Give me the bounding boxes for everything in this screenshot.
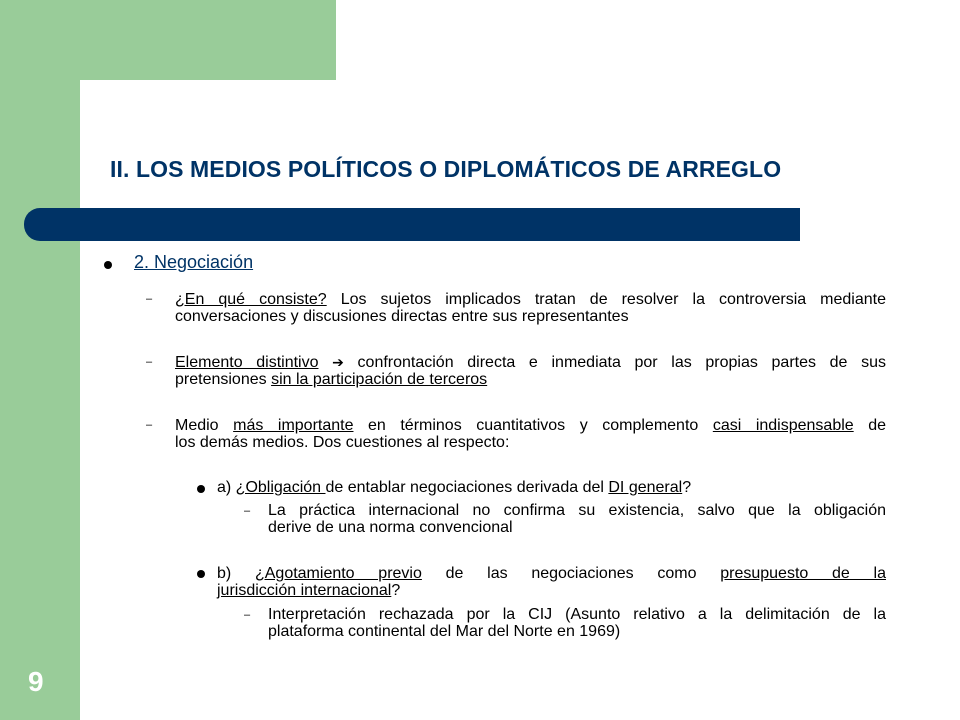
element-link: Elemento distintivo	[175, 354, 319, 371]
bullet-dot	[197, 570, 205, 578]
indispensable-link: casi indispensable	[712, 417, 854, 434]
presupposition-link: presupuesto de la	[720, 565, 887, 582]
item-element-line2: pretensiones sin la participación de terceros	[175, 371, 488, 388]
di-general-link: DI general	[608, 479, 683, 496]
obligation-link: ¿Obligación	[235, 479, 326, 496]
slide-title: II. LOS MEDIOS POLÍTICOS O DIPLOMÁTICOS DE ARREGLO	[110, 156, 782, 182]
arrow-icon: ➔	[332, 355, 344, 371]
definition-link: ¿En qué consiste?	[175, 291, 327, 308]
item-definition-line2: conversaciones y discusiones directas entre sus representantes	[175, 308, 629, 325]
jurisdiction-link: jurisdicción internacional	[217, 582, 392, 599]
most-important-link: más importante	[233, 417, 354, 434]
item-medium-line2: los demás medios. Dos cuestiones al respecto:	[175, 434, 510, 451]
dash-marker: –	[146, 419, 153, 431]
bullet-dot	[197, 485, 205, 493]
title-bar	[24, 208, 800, 241]
exhaustion-link: ¿Agotamiento previo	[254, 565, 422, 582]
subitem-b-line1: b) ¿Agotamiento previo de las negociaciones como presupuesto de la	[217, 565, 887, 582]
bullet-dot	[104, 261, 112, 269]
subitem-b-detail-line2: plataforma continental del Mar del Norte en 1969)	[268, 623, 621, 640]
subitem-a-line1: a) ¿Obligación de entablar negociaciones derivada del DI general?	[217, 479, 692, 496]
third-parties-link: sin la participación de terceros	[271, 371, 488, 388]
item-element-line1: Elemento distintivo ➔ confrontación directa e inmediata por las propias partes de sus	[175, 354, 886, 371]
subitem-b-line2: jurisdicción internacional?	[217, 582, 401, 599]
dash-marker: –	[146, 293, 153, 305]
subitem-a-detail-line2: derive de una norma convencional	[268, 519, 513, 536]
item-definition-line1: ¿En qué consiste? Los sujetos implicados tratan de resolver la controversia mediante	[175, 291, 887, 308]
subitem-a-detail-line1: La práctica internacional no confirma su existencia, salvo que la obligación	[268, 502, 886, 519]
subitem-b-detail-line1: Interpretación rechazada por la CIJ (Asunto relativo a la delimitación de la	[268, 606, 886, 623]
slide-number: 9	[28, 666, 44, 697]
section-heading: 2. Negociación	[134, 252, 254, 272]
item-medium-line1: Medio más importante en términos cuantitativos y complemento casi indispensable de	[175, 417, 887, 434]
dash-marker: –	[146, 356, 153, 368]
dash-marker: –	[244, 505, 251, 517]
green-top-block	[0, 0, 336, 80]
green-sidebar	[0, 0, 80, 720]
dash-marker: –	[244, 609, 251, 621]
